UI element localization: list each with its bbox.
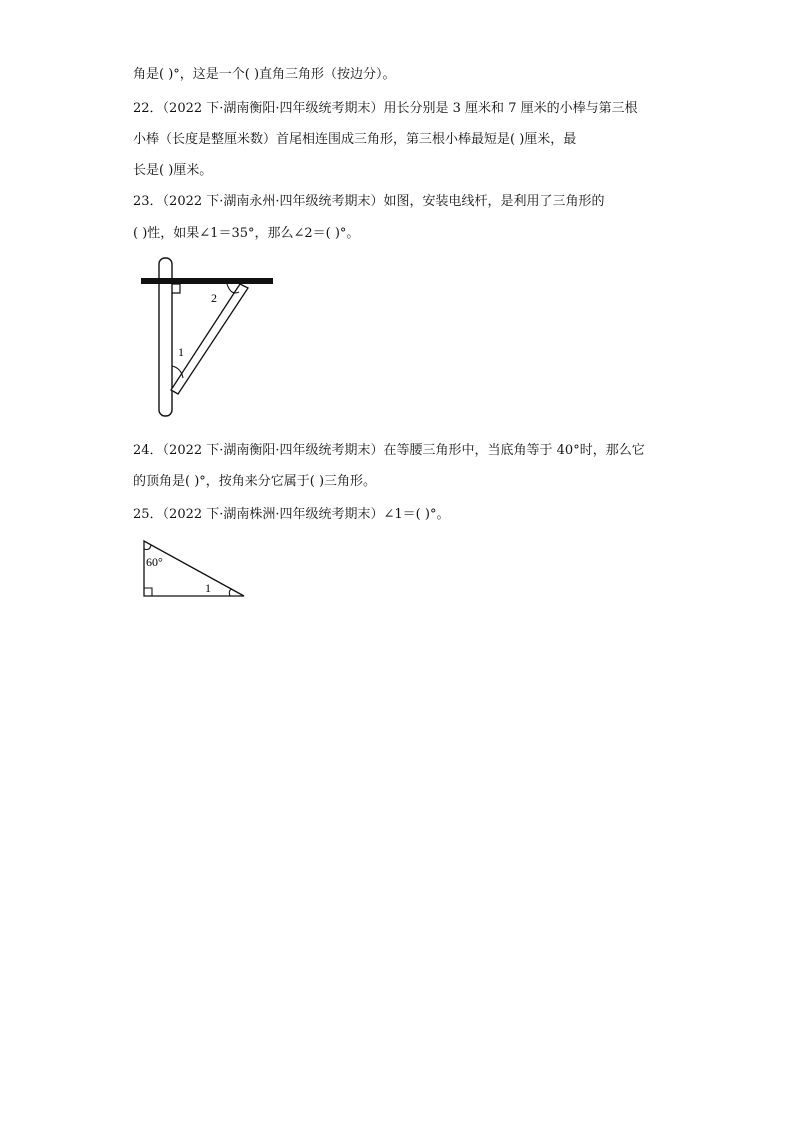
right-triangle-figure bbox=[138, 535, 250, 601]
question-24-line-1: 24．（2022 下·湖南衡阳·四年级统考期末）在等腰三角形中，当底角等于 40°时，那么它 bbox=[133, 443, 645, 458]
right-angle-mark bbox=[172, 284, 180, 293]
top-angle-arc bbox=[144, 545, 151, 550]
utility-pole-figure bbox=[135, 252, 280, 422]
question-22-line-2: 小棒（长度是整厘米数）首尾相连围成三角形，第三根小棒最短是( )厘米，最 bbox=[133, 132, 577, 147]
question-22-line-3: 长是( )厘米。 bbox=[133, 163, 213, 178]
angle-1-label: 1 bbox=[178, 345, 184, 359]
question-23-line-1: 23．（2022 下·湖南永州·四年级统考期末）如图，安装电线杆，是利用了三角形的 bbox=[133, 194, 605, 209]
question-text-line: 角是( )°，这是一个( )直角三角形（按边分）。 bbox=[133, 67, 396, 82]
angle-60-label: 60° bbox=[146, 555, 163, 569]
angle-2-label: 2 bbox=[211, 291, 217, 305]
question-24-line-2: 的顶角是( )°，按角来分它属于( )三角形。 bbox=[133, 474, 377, 489]
right-angle-mark bbox=[144, 588, 152, 596]
question-25-line-1: 25．（2022 下·湖南株洲·四年级统考期末）∠1＝( )°。 bbox=[133, 507, 450, 522]
crossbar bbox=[141, 278, 273, 284]
question-22-line-1: 22．（2022 下·湖南衡阳·四年级统考期末）用长分别是 3 厘米和 7 厘米的小棒与第三根 bbox=[133, 101, 638, 116]
angle-1-label: 1 bbox=[205, 581, 211, 595]
question-23-line-2: ( )性，如果∠1＝35°，那么∠2＝( )°。 bbox=[133, 226, 360, 241]
angle-1-arc bbox=[229, 589, 232, 596]
